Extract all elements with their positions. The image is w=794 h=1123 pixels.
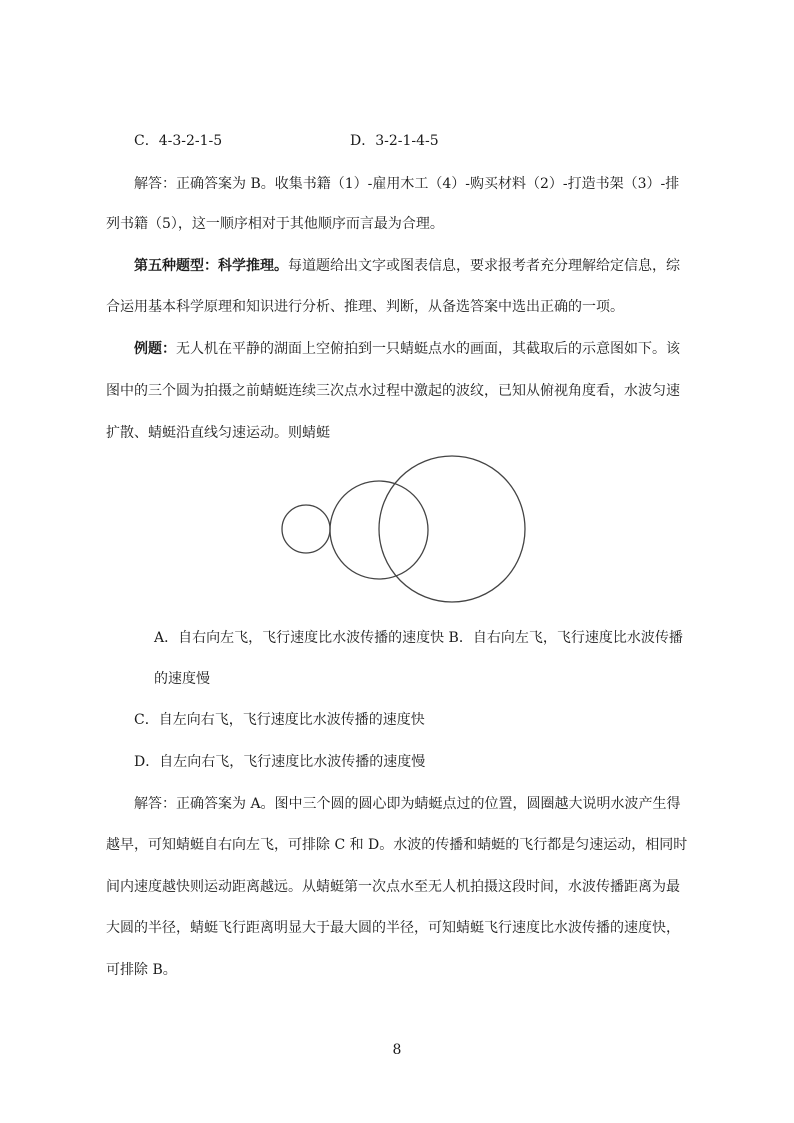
section-5-desc-2: 合运用基本科学原理和知识进行分析、推理、判断，从备选答案中选出正确的一项。 xyxy=(106,299,624,315)
answer-line-3: 间内速度越快则运动距离越远。从蜻蜓第一次点水至无人机拍摄这段时间，水波传播距离为最 xyxy=(106,879,680,895)
option-a-b-line-1: A．自右向左飞，飞行速度比水波传播的速度快 B．自右向左飞，飞行速度比水波传播 xyxy=(154,630,683,646)
option-a-b-line-2: 的速度慢 xyxy=(154,671,210,687)
answer-line-5: 可排除 B。 xyxy=(106,962,177,978)
prev-answer-line-1: 解答：正确答案为 B。收集书籍（1）-雇用木工（4）-购买材料（2）-打造书架（3）-排 xyxy=(134,176,680,192)
large-circle xyxy=(379,456,525,602)
section-5-intro xyxy=(134,256,680,276)
example-line-2: 图中的三个圆为拍摄之前蜻蜓连续三次点水过程中激起的波纹，已知从俯视角度看，水波匀速 xyxy=(106,383,680,399)
prev-option-c: C．4-3-2-1-5 xyxy=(134,133,223,149)
option-c: C．自左向右飞，飞行速度比水波传播的速度快 xyxy=(134,712,425,728)
ripple-figure xyxy=(270,450,540,610)
answer-line-4: 大圆的半径，蜻蜓飞行距离明显大于最大圆的半径，可知蜻蜓飞行速度比水波传播的速度快， xyxy=(106,920,680,936)
section-5-desc-1: 每道题给出文字或图表信息，要求报考者充分理解给定信息，综 xyxy=(288,258,680,274)
page-number: 8 xyxy=(392,1042,402,1058)
prev-option-d: D．3-2-1-4-5 xyxy=(350,133,439,149)
answer-line-2: 越早，可知蜻蜓自右向左飞，可排除 C 和 D。水波的传播和蜻蜓的飞行都是匀速运动，相同时 xyxy=(106,837,688,853)
example-line-1: 无人机在平静的湖面上空俯拍到一只蜻蜓点水的画面，其截取后的示意图如下。该 xyxy=(176,341,680,357)
small-circle xyxy=(282,505,330,553)
example-line-3: 扩散、蜻蜓沿直线匀速运动。则蜻蜓 xyxy=(106,425,330,441)
example-label: 例题： xyxy=(134,341,176,357)
answer-line-1: 解答：正确答案为 A。图中三个圆的圆心即为蜻蜓点过的位置，圆圈越大说明水波产生得 xyxy=(134,796,681,812)
section-5-title: 第五种题型：科学推理。 xyxy=(134,258,288,274)
example-intro xyxy=(134,339,680,359)
prev-answer-line-2: 列书籍（5），这一顺序相对于其他顺序而言最为合理。 xyxy=(106,216,444,232)
prev-options-row xyxy=(134,131,439,151)
option-d: D．自左向右飞，飞行速度比水波传播的速度慢 xyxy=(134,754,426,770)
